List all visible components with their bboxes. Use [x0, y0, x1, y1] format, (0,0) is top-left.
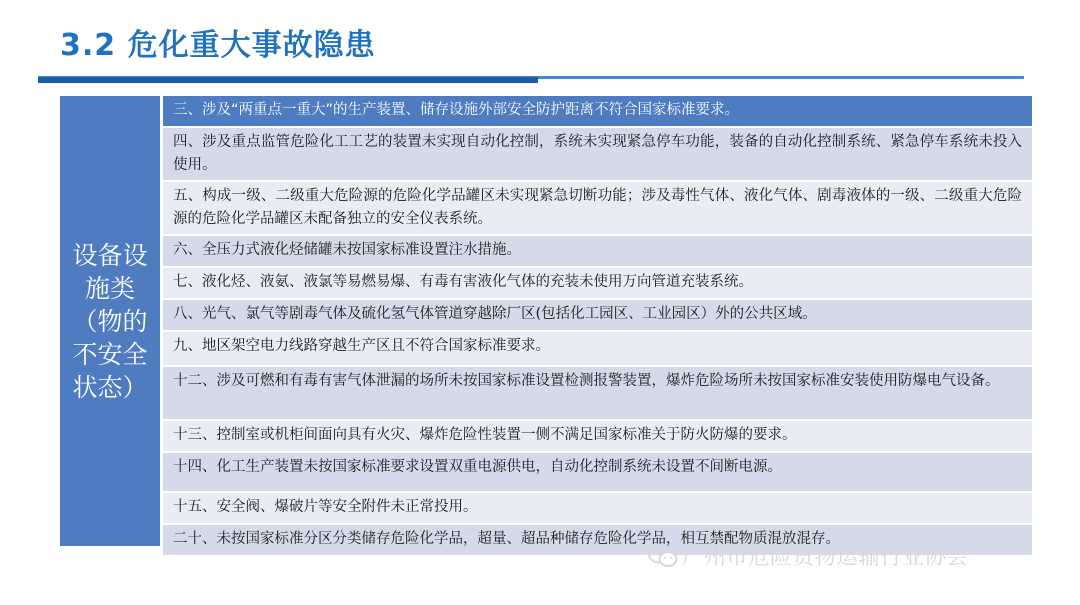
hazard-row: 四、涉及重点监管危险化工工艺的装置未实现自动化控制，系统未实现紧急停车功能，装备的自动化控制系统、紧急停车系统未投入使用。: [163, 128, 1032, 180]
hazard-list: [163, 96, 1032, 557]
watermark-text: 广州市危险货物运输行业协会: [682, 545, 969, 570]
watermark: [648, 540, 968, 571]
title-divider-accent: [38, 77, 538, 83]
hazard-row: 十二、涉及可燃和有毒有害气体泄漏的场所未按国家标准设置检测报警装置，爆炸危险场所未按国家标准安装使用防爆电气设备。: [163, 367, 1032, 419]
hazard-row: 十五、安全阀、爆破片等安全附件未正常投用。: [163, 493, 1032, 523]
category-panel: [60, 96, 160, 546]
wechat-icon: [648, 543, 678, 569]
hazard-row: 六、全压力式液化烃储罐未按国家标准设置注水措施。: [163, 236, 1032, 266]
hazard-row: 三、涉及“两重点一重大”的生产装置、储存设施外部安全防护距离不符合国家标准要求。: [163, 96, 1032, 126]
hazard-row: 二十、未按国家标准分区分类储存危险化学品，超量、超品种储存危险化学品，相互禁配物质混放混存。: [163, 525, 1032, 555]
page-title: 3.2 危化重大事故隐患: [60, 28, 376, 63]
hazard-row: 十三、控制室或机柜间面向具有火灾、爆炸危险性装置一侧不满足国家标准关于防火防爆的要求。: [163, 421, 1032, 451]
hazard-row: 九、地区架空电力线路穿越生产区且不符合国家标准要求。: [163, 332, 1032, 365]
hazard-row: 八、光气、氯气等剧毒气体及硫化氢气体管道穿越除厂区(包括化工园区、工业园区）外的公共区域。: [163, 300, 1032, 330]
hazard-row: 十四、化工生产装置未按国家标准要求设置双重电源供电，自动化控制系统未设置不间断电源。: [163, 453, 1032, 491]
hazard-row: 七、液化烃、液氨、液氯等易燃易爆、有毒有害液化气体的充装未使用万向管道充装系统。: [163, 268, 1032, 298]
category-label: 设备设施类（物的不安全状态）: [72, 240, 148, 402]
hazard-row: 五、构成一级、二级重大危险源的危险化学品罐区未实现紧急切断功能；涉及毒性气体、液化气体、剧毒液体的一级、二级重大危险源的危险化学品罐区未配备独立的安全仪表系统。: [163, 182, 1032, 234]
